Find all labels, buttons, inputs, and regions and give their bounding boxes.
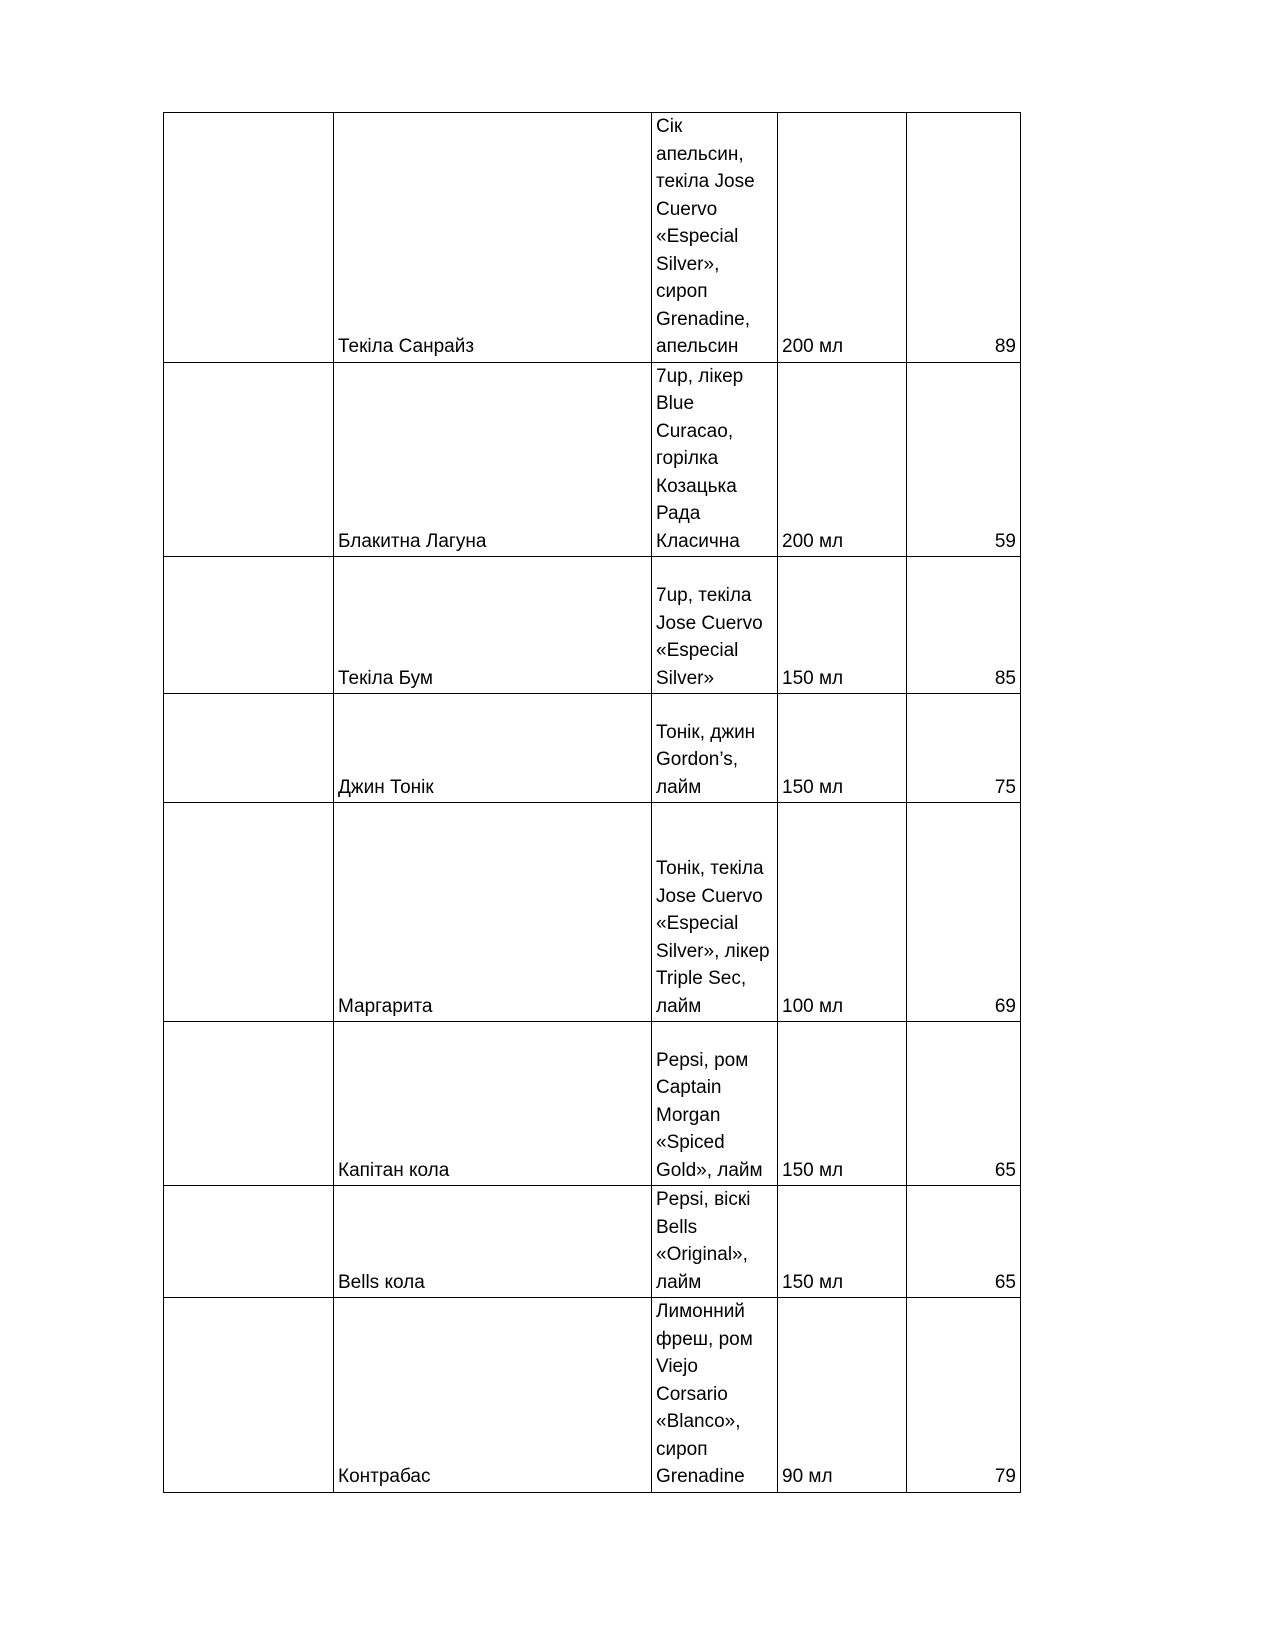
drink-price: 89	[907, 113, 1021, 363]
drink-price: 69	[907, 803, 1021, 1022]
empty-cell	[164, 1186, 334, 1298]
drink-ingredients: 7up, текіла Jose Cuervo «Especial Silver»	[652, 557, 778, 694]
drink-ingredients: Сік апельсин, текіла Jose Cuervo «Especial Silver», сироп Grenadine, апельсин	[652, 113, 778, 363]
drink-name: Капітан кола	[334, 1022, 652, 1186]
drink-name: Bells кола	[334, 1186, 652, 1298]
drink-name: Контрабас	[334, 1298, 652, 1493]
drink-ingredients: Pepsi, віскі Bells «Original», лайм	[652, 1186, 778, 1298]
drink-price: 59	[907, 362, 1021, 557]
drink-price: 79	[907, 1298, 1021, 1493]
table-row	[164, 113, 1021, 363]
drink-name: Текіла Бум	[334, 557, 652, 694]
empty-cell	[164, 113, 334, 363]
table-row	[164, 803, 1021, 1022]
drink-ingredients: Тонік, текіла Jose Cuervo «Especial Silver», лікер Triple Sec, лайм	[652, 803, 778, 1022]
drink-volume: 150 мл	[778, 557, 907, 694]
drink-name: Маргарита	[334, 803, 652, 1022]
drink-volume: 150 мл	[778, 1022, 907, 1186]
drink-price: 75	[907, 694, 1021, 803]
table-row	[164, 1186, 1021, 1298]
drink-ingredients: Pepsi, ром Captain Morgan «Spiced Gold», лайм	[652, 1022, 778, 1186]
table-row	[164, 1298, 1021, 1493]
empty-cell	[164, 557, 334, 694]
drink-volume: 90 мл	[778, 1298, 907, 1493]
table-row	[164, 557, 1021, 694]
cocktail-menu-table	[163, 112, 1021, 1493]
drink-volume: 200 мл	[778, 113, 907, 363]
drink-volume: 150 мл	[778, 694, 907, 803]
drink-volume: 200 мл	[778, 362, 907, 557]
table-row	[164, 1022, 1021, 1186]
drink-price: 65	[907, 1186, 1021, 1298]
empty-cell	[164, 803, 334, 1022]
drink-price: 65	[907, 1022, 1021, 1186]
empty-cell	[164, 1298, 334, 1493]
drink-volume: 100 мл	[778, 803, 907, 1022]
table-row	[164, 362, 1021, 557]
drink-volume: 150 мл	[778, 1186, 907, 1298]
drink-name: Текіла Санрайз	[334, 113, 652, 363]
drink-name: Блакитна Лагуна	[334, 362, 652, 557]
drink-price: 85	[907, 557, 1021, 694]
drink-ingredients: Лимонний фреш, ром Viejo Corsario «Blanco», сироп Grenadine	[652, 1298, 778, 1493]
empty-cell	[164, 1022, 334, 1186]
drink-name: Джин Тонік	[334, 694, 652, 803]
drink-ingredients: 7up, лікер Blue Curacao, горілка Козацька Рада Класична	[652, 362, 778, 557]
table-row	[164, 694, 1021, 803]
drink-ingredients: Тонік, джин Gordon’s, лайм	[652, 694, 778, 803]
empty-cell	[164, 694, 334, 803]
empty-cell	[164, 362, 334, 557]
